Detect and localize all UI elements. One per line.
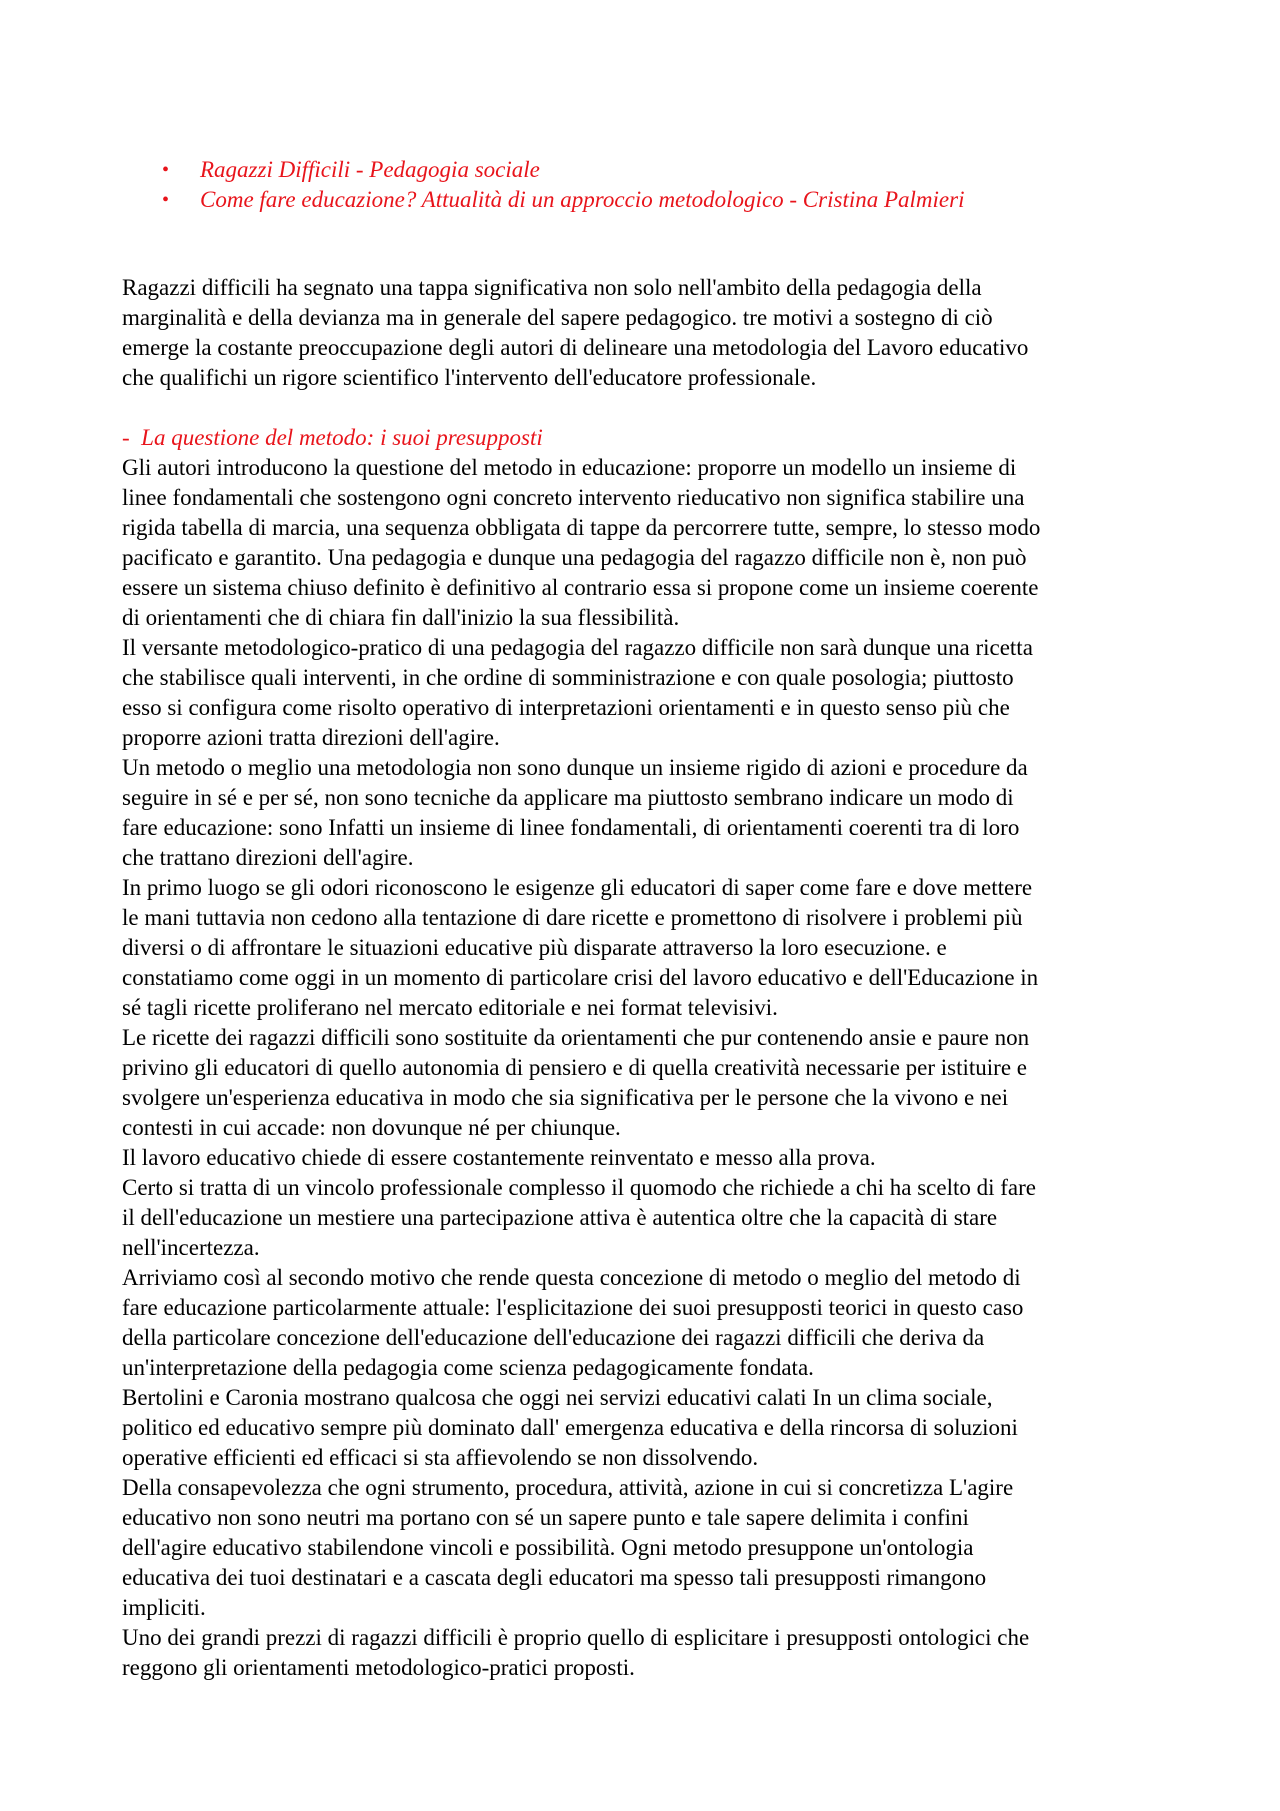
- header-link-list: [160, 155, 964, 215]
- body-paragraph: Un metodo o meglio una metodologia non sono dunque un insieme rigido di azioni e procedure da seguire in sé e per sé, non sono tecniche da applicare ma piuttosto sembrano indicare un modo di fare educazione: sono Infatti un insieme di linee fondamentali, di orientamenti coerenti tra di loro che trattano direzioni dell'agire.: [122, 755, 1028, 870]
- body-paragraph: Arriviamo così al secondo motivo che rende questa concezione di metodo o meglio del metodo di fare educazione particolarmente attuale: l'esplicitazione dei suoi presupposti teorici in questo caso della particolare concezione dell'educazione dell'educazione dei ragazzi difficili che deriva da un'interpretazione della pedagogia come scienza pedagogicamente fondata.: [122, 1265, 1024, 1380]
- body-paragraph: Le ricette dei ragazzi difficili sono sostituite da orientamenti che pur contenendo ansie e paure non privino gli educatori di quello autonomia di pensiero e di quella creatività necessarie per istituire e svolgere un'esperienza educativa in modo che sia significativa per le persone che la vivono e nei contesti in cui accade: non dovunque né per chiunque.: [122, 1025, 1030, 1140]
- document-body: [122, 273, 1162, 1683]
- body-paragraph: Certo si tratta di un vincolo professionale complesso il quomodo che richiede a chi ha scelto di fare il dell'educazione un mestiere una partecipazione attiva è autentica oltre che la capacità di stare nell'incertezza.: [122, 1175, 1036, 1260]
- body-paragraph: Bertolini e Caronia mostrano qualcosa che oggi nei servizi educativi calati In un clima sociale, politico ed educativo sempre più dominato dall' emergenza educativa e della rincorsa di soluzioni operative efficienti ed efficaci si sta affievolendo se non dissolvendo.: [122, 1385, 1018, 1470]
- body-paragraph: Uno dei grandi prezzi di ragazzi difficili è proprio quello di esplicitare i presupposti ontologici che reggono gli orientamenti metodologico-pratici proposti.: [122, 1625, 1030, 1680]
- bullet-icon: •: [162, 189, 170, 211]
- section-heading: - La questione del metodo: i suoi presupposti: [122, 425, 543, 450]
- bullet-icon: •: [162, 159, 170, 181]
- header-link-come-fare-educazione[interactable]: Come fare educazione? Attualità di un approccio metodologico - Cristina Palmieri: [200, 187, 965, 212]
- body-paragraph: Gli autori introducono la questione del metodo in educazione: proporre un modello un insieme di linee fondamentali che sostengono ogni concreto intervento rieducativo non significa stabilire una rigida tabella di marcia, una sequenza obbligata di tappe da percorrere tutte, sempre, lo stesso modo pacificato e garantito. Una pedagogia e dunque una pedagogia del ragazzo difficile non è, non può essere un sistema chiuso definito è definitivo al contrario essa si propone come un insieme coerente di orientamenti che di chiara fin dall'inizio la sua flessibilità.: [122, 455, 1041, 630]
- body-paragraph: Della consapevolezza che ogni strumento, procedura, attività, azione in cui si concretizza L'agire educativo non sono neutri ma portano con sé un sapere punto e tale sapere delimita i confini dell'agire educativo stabilendone vincoli e possibilità. Ogni metodo presuppone un'ontologia educativa dei tuoi destinatari e a cascata degli educatori ma spesso tali presupposti rimangono impliciti.: [122, 1475, 1014, 1620]
- list-item[interactable]: [160, 185, 964, 215]
- body-paragraph: In primo luogo se gli odori riconoscono le esigenze gli educatori di saper come fare e dove mettere le mani tuttavia non cedono alla tentazione di dare ricette e promettono di risolvere i problemi più diversi o di affrontare le situazioni educative più disparate attraverso la loro esecuzione. e constatiamo come oggi in un momento di particolare crisi del lavoro educativo e dell'Educazione in sé tagli ricette proliferano nel mercato editoriale e nei format televisivi.: [122, 875, 1039, 1020]
- header-link-ragazzi-difficili[interactable]: Ragazzi Difficili - Pedagogia sociale: [200, 157, 540, 182]
- body-paragraph: Il versante metodologico-pratico di una pedagogia del ragazzo difficile non sarà dunque una ricetta che stabilisce quali interventi, in che ordine di somministrazione e con quale posologia; piuttosto esso si configura come risolto operativo di interpretazioni orientamenti e in questo senso più che proporre azioni tratta direzioni dell'agire.: [122, 635, 1033, 750]
- body-paragraph: Il lavoro educativo chiede di essere costantemente reinventato e messo alla prova.: [122, 1145, 876, 1170]
- intro-paragraph: Ragazzi difficili ha segnato una tappa significativa non solo nell'ambito della pedagogia della marginalità e della devianza ma in generale del sapere pedagogico. tre motivi a sostegno di ciò emerge la costante preoccupazione degli autori di delineare una metodologia del Lavoro educativo che qualifichi un rigore scientifico l'intervento dell'educatore professionale.: [122, 275, 1029, 390]
- list-item[interactable]: [160, 155, 964, 185]
